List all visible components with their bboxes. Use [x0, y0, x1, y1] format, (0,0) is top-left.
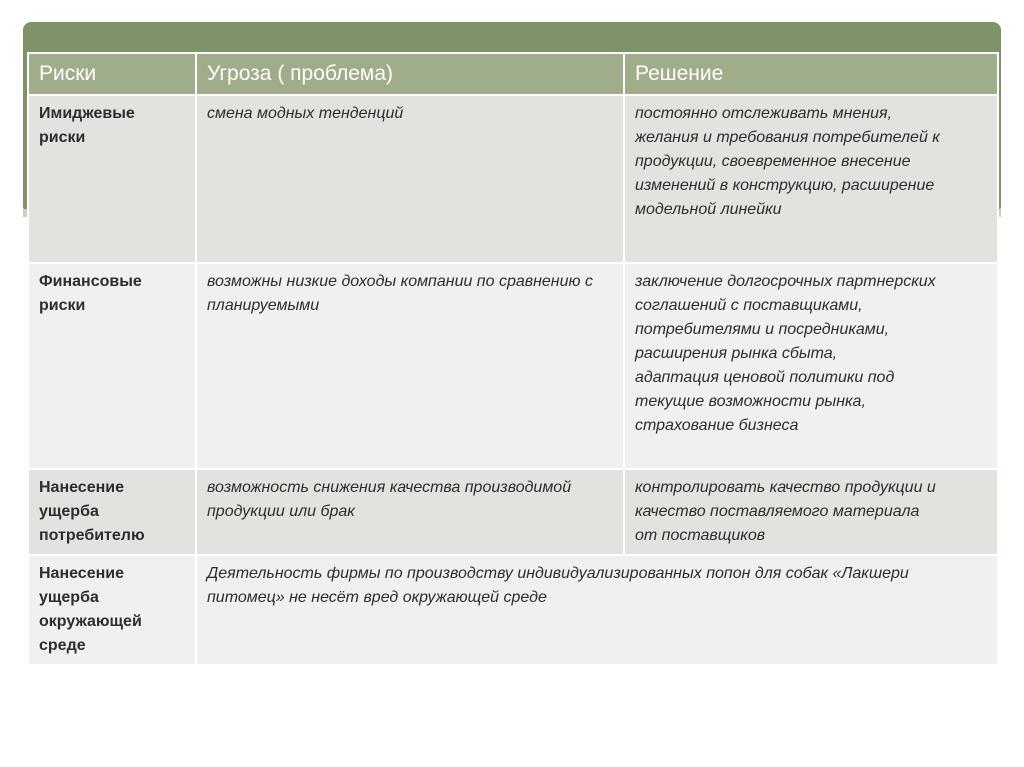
risk-text: риски [39, 297, 86, 314]
solution-text: желания и требования потребителей к [635, 129, 940, 146]
risk-cell [28, 555, 196, 665]
solution-text: модельной линейки [635, 201, 782, 218]
table-row [28, 555, 998, 665]
solution-text: страхование бизнеса [635, 417, 799, 434]
risk-text: риски [39, 129, 86, 146]
solution-text: от поставщиков [635, 527, 766, 544]
risk-cell [28, 95, 196, 263]
threat-cell: смена модных тенденций [196, 95, 624, 263]
header-threat: Угроза ( проблема) [196, 53, 624, 95]
risk-text: Финансовые [39, 273, 142, 290]
solution-text: расширения рынка сбыта, [635, 345, 838, 362]
risk-cell [28, 469, 196, 555]
solution-text: контролировать качество продукции и [635, 479, 936, 496]
risk-text: Имиджевые [39, 105, 135, 122]
solution-cell [624, 263, 998, 469]
risk-text: ущерба [39, 503, 99, 520]
risk-text: Нанесение [39, 479, 124, 496]
risk-text: ущерба [39, 589, 99, 606]
solution-text: продукции, своевременное внесение [635, 153, 911, 170]
solution-text: качество поставляемого материала [635, 503, 920, 520]
solution-cell [624, 469, 998, 555]
solution-text: текущие возможности рынка, [635, 393, 866, 410]
header-row [28, 53, 998, 95]
solution-text: заключение долгосрочных партнерских [635, 273, 936, 290]
merged-cell: Деятельность фирмы по производству индивидуализированных попон для собак «Лакшери питомец» не несёт вред окружающей среде [196, 555, 998, 665]
risk-text: окружающей [39, 613, 142, 630]
risk-text: потребителю [39, 527, 145, 544]
solution-text: соглашений с поставщиками, [635, 297, 863, 314]
table-row [28, 263, 998, 469]
solution-text: изменений в конструкцию, расширение [635, 177, 935, 194]
table-row [28, 469, 998, 555]
threat-cell: возможность снижения качества производимой продукции или брак [196, 469, 624, 555]
risk-cell [28, 263, 196, 469]
risk-text: Нанесение [39, 565, 124, 582]
risk-table [27, 52, 999, 666]
solution-text: потребителями и посредниками, [635, 321, 890, 338]
threat-cell: возможны низкие доходы компании по сравнению с планируемыми [196, 263, 624, 469]
solution-text: адаптация ценовой политики под [635, 369, 895, 386]
header-risk: Риски [28, 53, 196, 95]
header-solution: Решение [624, 53, 998, 95]
table-row [28, 95, 998, 263]
solution-text: постоянно отслеживать мнения, [635, 105, 893, 122]
solution-cell [624, 95, 998, 263]
risk-text: среде [39, 637, 86, 654]
